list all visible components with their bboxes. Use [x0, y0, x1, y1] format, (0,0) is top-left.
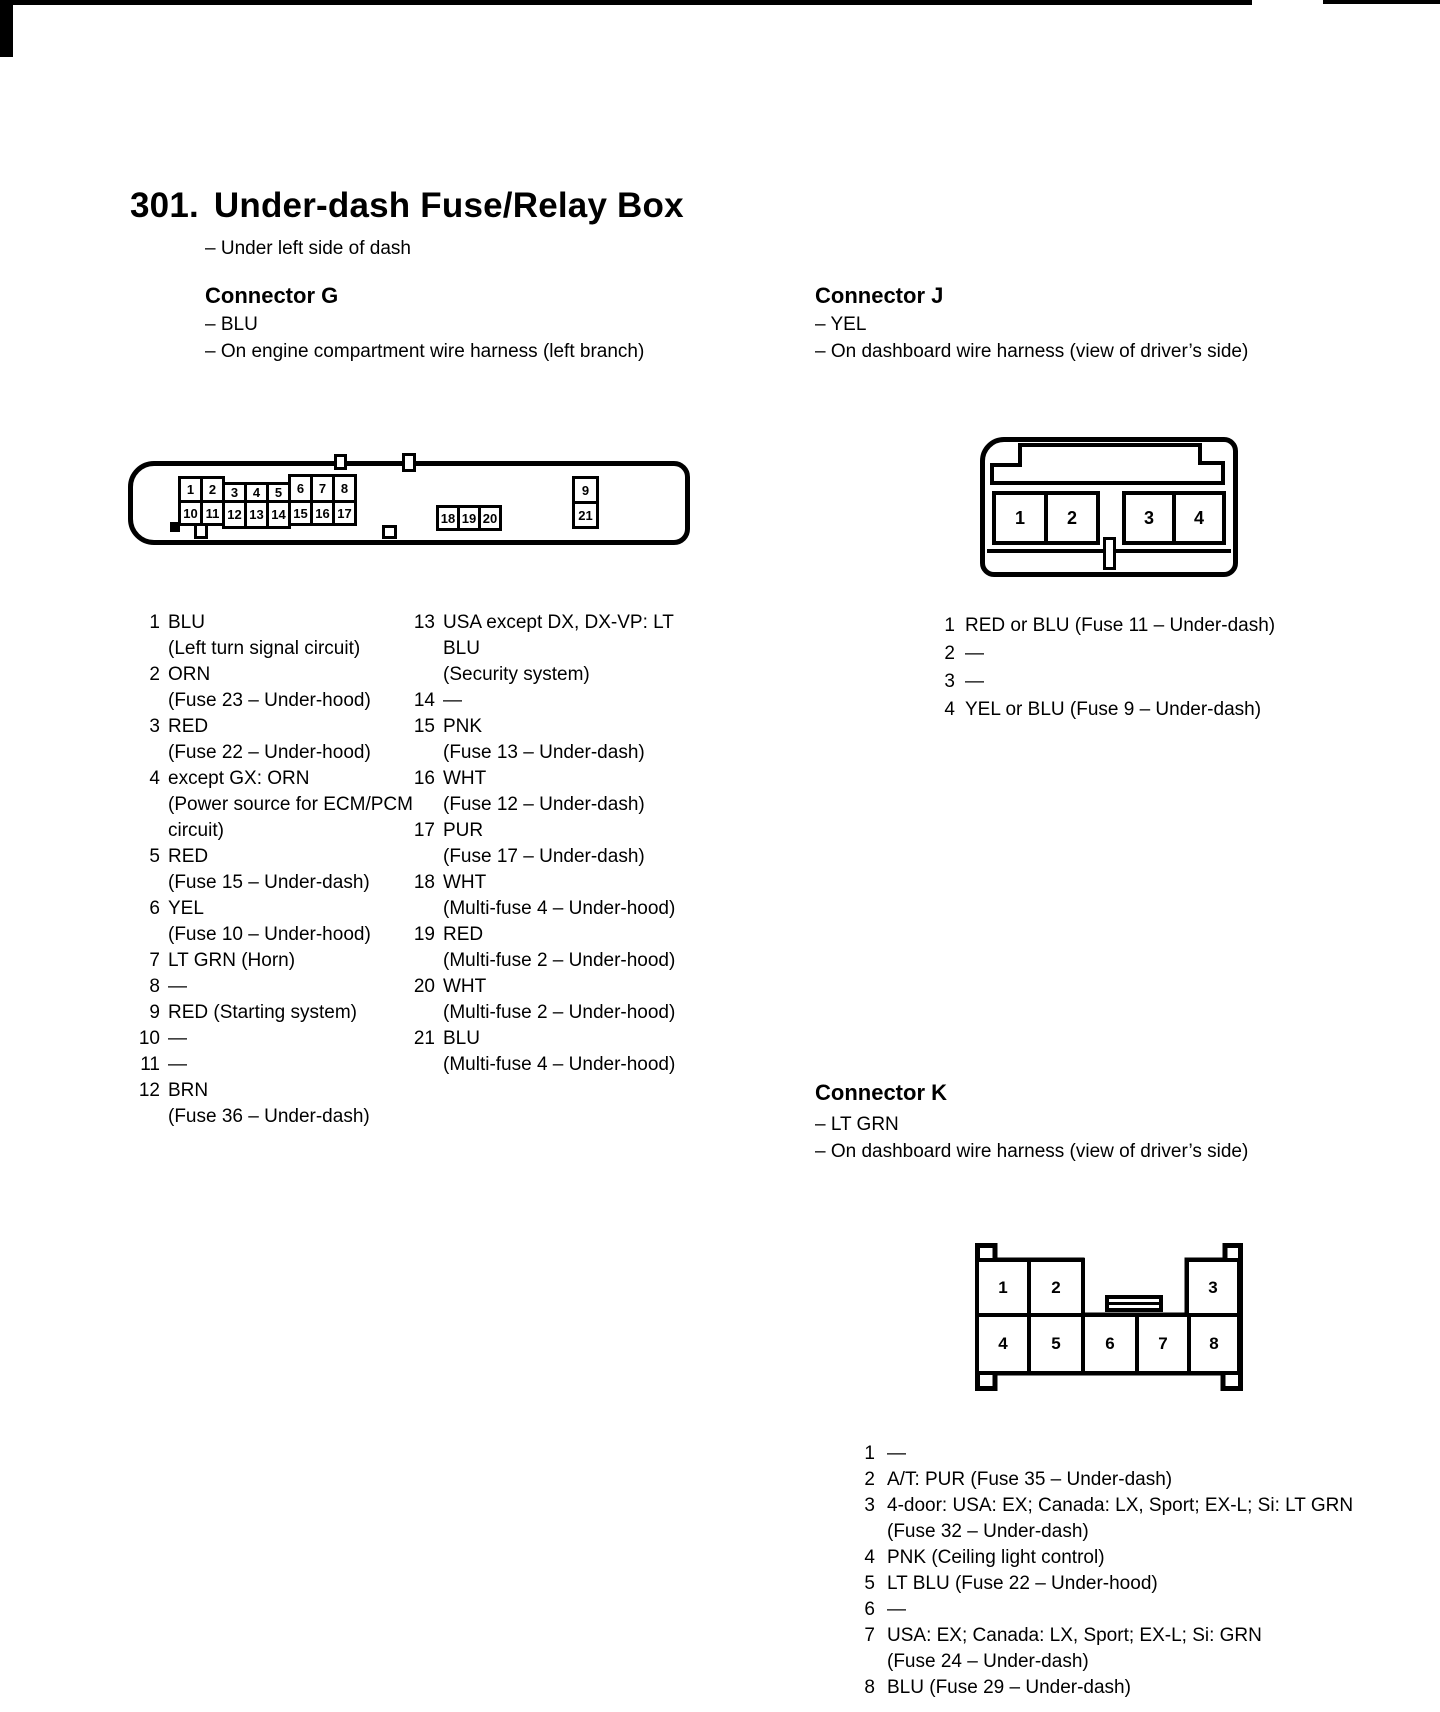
page-location: – Under left side of dash — [205, 238, 411, 259]
pin-description: — — [443, 690, 462, 711]
section-number: 301. — [130, 186, 199, 225]
g-pin-cell: 2 — [200, 476, 225, 503]
pin-number: 17 — [413, 820, 435, 841]
connector-j-bullets — [815, 311, 1248, 365]
pin-description: RED (Multi-fuse 2 – Under-hood) — [443, 924, 676, 971]
pin-number: 4 — [149, 768, 160, 789]
g-pin-cell: 21 — [572, 501, 599, 529]
g-pin-cell: 17 — [332, 500, 357, 526]
g-pin-cell: 4 — [244, 482, 269, 503]
pin-description: — — [965, 671, 984, 692]
j-pin-cell-3: 3 — [1122, 491, 1176, 545]
pin-description: RED (Fuse 15 – Under-dash) — [168, 846, 370, 893]
pin-entry — [925, 696, 1305, 724]
pin-number: 5 — [864, 1573, 875, 1594]
pin-description: BLU (Left turn signal circuit) — [168, 612, 361, 659]
pin-entry — [403, 870, 703, 922]
pin-entry — [845, 1675, 1345, 1701]
connector-j-diagram — [980, 437, 1238, 577]
connector-tab — [402, 453, 416, 472]
pin-number: 4 — [864, 1547, 875, 1568]
connector-g-diagram — [128, 461, 690, 545]
pin-entry — [925, 640, 1305, 668]
pin-entry — [130, 844, 402, 896]
j-pin-cell-1: 1 — [992, 491, 1048, 545]
pin-number: 2 — [149, 664, 160, 685]
pin-number: 6 — [864, 1599, 875, 1620]
pin-number: 1 — [864, 1443, 875, 1464]
k-pin-cell-3: 3 — [1185, 1258, 1241, 1317]
pin-number: 2 — [864, 1469, 875, 1490]
k-pin-cell-6: 6 — [1081, 1313, 1139, 1375]
pin-description: RED (Starting system) — [168, 1002, 357, 1023]
pin-description: BLU (Multi-fuse 4 – Under-hood) — [443, 1028, 676, 1075]
pin-entry — [403, 974, 703, 1026]
pin-entry — [845, 1597, 1345, 1623]
pin-number: 5 — [149, 846, 160, 867]
scan-artifact-top-right — [1323, 0, 1440, 4]
k-pin-cell-7: 7 — [1135, 1313, 1191, 1375]
pin-number: 11 — [140, 1054, 160, 1075]
pin-number: 10 — [138, 1028, 160, 1049]
pin-description: USA: EX; Canada: LX, Sport; EX-L; Si: GRN (Fuse 24 – Under-dash) — [887, 1625, 1262, 1672]
pin-entry — [845, 1493, 1354, 1545]
pin-entry — [403, 688, 703, 714]
k-pin-cell-1: 1 — [975, 1258, 1031, 1317]
k-pin-cell-8: 8 — [1187, 1313, 1241, 1375]
pin-entry — [130, 662, 402, 714]
pin-entry — [403, 818, 703, 870]
connector-k-diagram — [975, 1243, 1243, 1391]
pin-description: RED (Fuse 22 – Under-hood) — [168, 716, 371, 763]
pin-description: WHT (Multi-fuse 2 – Under-hood) — [443, 976, 676, 1023]
pin-number: 1 — [149, 612, 160, 633]
connector-j-key-slot — [1103, 537, 1116, 570]
g-pin-cell: 15 — [288, 500, 313, 526]
pin-description: 4-door: USA: EX; Canada: LX, Sport; EX-L; Si: LT GRN (Fuse 32 – Under-dash) — [887, 1495, 1354, 1542]
pin-entry — [130, 896, 402, 948]
pin-entry — [130, 610, 402, 662]
pin-description: — — [168, 1054, 187, 1075]
pin-entry — [130, 1052, 402, 1078]
pin-number: 3 — [149, 716, 160, 737]
pin-description: WHT (Fuse 12 – Under-dash) — [443, 768, 645, 815]
pin-entry — [130, 714, 402, 766]
bullet-line: – On dashboard wire harness (view of driver’s side) — [815, 1141, 1249, 1162]
pin-description: USA except DX, DX-VP: LT BLU (Security system) — [443, 612, 674, 685]
pin-number: 7 — [149, 950, 160, 971]
bullet-line: – On engine compartment wire harness (left branch) — [205, 341, 645, 362]
pin-entry — [845, 1467, 1345, 1493]
scan-artifact-corner — [0, 0, 13, 57]
bullet-line: – On dashboard wire harness (view of driver’s side) — [815, 341, 1249, 362]
pin-number: 7 — [864, 1625, 875, 1646]
pin-entry — [845, 1545, 1345, 1571]
k-pin-cell-2: 2 — [1027, 1258, 1085, 1317]
pin-entry — [130, 1026, 402, 1052]
connector-g-pin-list-col1 — [130, 610, 413, 1130]
bullet-line: – LT GRN — [815, 1114, 899, 1135]
pin-description: A/T: PUR (Fuse 35 – Under-dash) — [887, 1469, 1173, 1490]
connector-tab — [334, 454, 347, 470]
pin-number: 3 — [864, 1495, 875, 1516]
g-pin-cell: 8 — [332, 474, 357, 503]
pin-description: — — [168, 976, 187, 997]
g-pin-row-middle — [436, 505, 502, 531]
g-pin-cell: 11 — [200, 500, 225, 526]
g-pin-cell: 5 — [266, 482, 291, 503]
connector-k-latch — [1105, 1295, 1163, 1312]
pin-number: 21 — [413, 1028, 435, 1049]
pin-number: 6 — [149, 898, 160, 919]
connector-k-bullets — [815, 1111, 1248, 1165]
pin-number: 3 — [944, 671, 955, 692]
pin-number: 4 — [944, 699, 955, 720]
pin-description: LT BLU (Fuse 22 – Under-hood) — [887, 1573, 1158, 1594]
pin-description: PNK (Ceiling light control) — [887, 1547, 1105, 1568]
pin-number: 15 — [413, 716, 435, 737]
page-title — [130, 186, 684, 226]
pin-entry — [925, 612, 1305, 640]
pin-entry — [845, 1571, 1345, 1597]
connector-k-heading: Connector K — [815, 1080, 947, 1105]
connector-k-pin-list — [845, 1441, 1354, 1701]
pin-description: except GX: ORN (Power source for ECM/PCM circuit) — [168, 768, 413, 841]
g-pin-cell: 7 — [310, 474, 335, 503]
pin-description: RED or BLU (Fuse 11 – Under-dash) — [965, 615, 1276, 636]
k-pin-cell-4: 4 — [975, 1313, 1031, 1375]
pin-entry — [130, 948, 402, 974]
g-pin-cell: 10 — [178, 500, 203, 526]
k-pin-cell-5: 5 — [1027, 1313, 1085, 1375]
pin-entry — [130, 1000, 402, 1026]
pin-entry — [403, 766, 703, 818]
g-pin-cell: 18 — [436, 505, 460, 531]
pin-description: — — [887, 1443, 906, 1464]
pin-description: PNK (Fuse 13 – Under-dash) — [443, 716, 645, 763]
g-pin-row-top — [178, 474, 357, 503]
pin-description: YEL (Fuse 10 – Under-hood) — [168, 898, 371, 945]
pin-entry — [845, 1623, 1345, 1675]
pin-entry — [403, 610, 703, 688]
g-pin-cell: 6 — [288, 474, 313, 503]
pin-entry — [925, 668, 1305, 696]
pin-entry — [403, 1026, 703, 1078]
g-pin-cell: 14 — [266, 500, 291, 529]
pin-number: 20 — [413, 976, 435, 997]
pin-description: — — [168, 1028, 187, 1049]
pin-number: 8 — [149, 976, 160, 997]
pin-entry — [130, 766, 413, 844]
pin-number: 18 — [413, 872, 435, 893]
pin-entry — [130, 1078, 402, 1130]
g-pin-cell: 16 — [310, 500, 335, 526]
pin-entry — [403, 922, 703, 974]
pin-number: 13 — [413, 612, 435, 633]
pin-number: 8 — [864, 1677, 875, 1698]
g-pin-cell: 3 — [222, 482, 247, 503]
pin-description: WHT (Multi-fuse 4 – Under-hood) — [443, 872, 676, 919]
pin-entry — [845, 1441, 1345, 1467]
pin-number: 16 — [413, 768, 435, 789]
connector-g-bullets — [205, 311, 644, 365]
pin-description: BRN (Fuse 36 – Under-dash) — [168, 1080, 370, 1127]
pin-number: 14 — [413, 690, 435, 711]
g-pin-cell: 12 — [222, 500, 247, 529]
connector-j-heading: Connector J — [815, 283, 944, 308]
pin-entry — [130, 974, 402, 1000]
connector-tab — [382, 525, 397, 539]
g-pin-cell: 20 — [478, 505, 502, 531]
g-pin-row-bottom — [178, 500, 357, 529]
connector-g-pin-list-col2 — [403, 610, 703, 1078]
g-pin-cell: 13 — [244, 500, 269, 529]
pin-description: YEL or BLU (Fuse 9 – Under-dash) — [965, 699, 1262, 720]
pin-number: 12 — [138, 1080, 160, 1101]
bullet-line: – YEL — [815, 314, 867, 335]
j-pin-cell-2: 2 — [1044, 491, 1100, 545]
bullet-line: – BLU — [205, 314, 258, 335]
pin-description: — — [887, 1599, 906, 1620]
pin-description: ORN (Fuse 23 – Under-hood) — [168, 664, 371, 711]
pin-entry — [403, 714, 703, 766]
pin-number: 9 — [149, 1002, 160, 1023]
g-pin-column-right — [572, 476, 599, 529]
pin-description: BLU (Fuse 29 – Under-dash) — [887, 1677, 1131, 1698]
g-pin-cell: 19 — [457, 505, 481, 531]
j-pin-cell-4: 4 — [1172, 491, 1226, 545]
pin-description: PUR (Fuse 17 – Under-dash) — [443, 820, 645, 867]
section-title: Under-dash Fuse/Relay Box — [213, 186, 684, 225]
pin-number: 1 — [944, 615, 955, 636]
g-pin-cell: 1 — [178, 476, 203, 503]
connector-g-heading: Connector G — [205, 283, 339, 308]
pin-number: 19 — [413, 924, 435, 945]
pin-number: 2 — [944, 643, 955, 664]
pin-description: LT GRN (Horn) — [168, 950, 296, 971]
g-pin-cell: 9 — [572, 476, 599, 504]
connector-j-pin-list — [925, 612, 1305, 724]
pin-description: — — [965, 643, 984, 664]
scan-artifact-top-line — [0, 0, 1252, 5]
